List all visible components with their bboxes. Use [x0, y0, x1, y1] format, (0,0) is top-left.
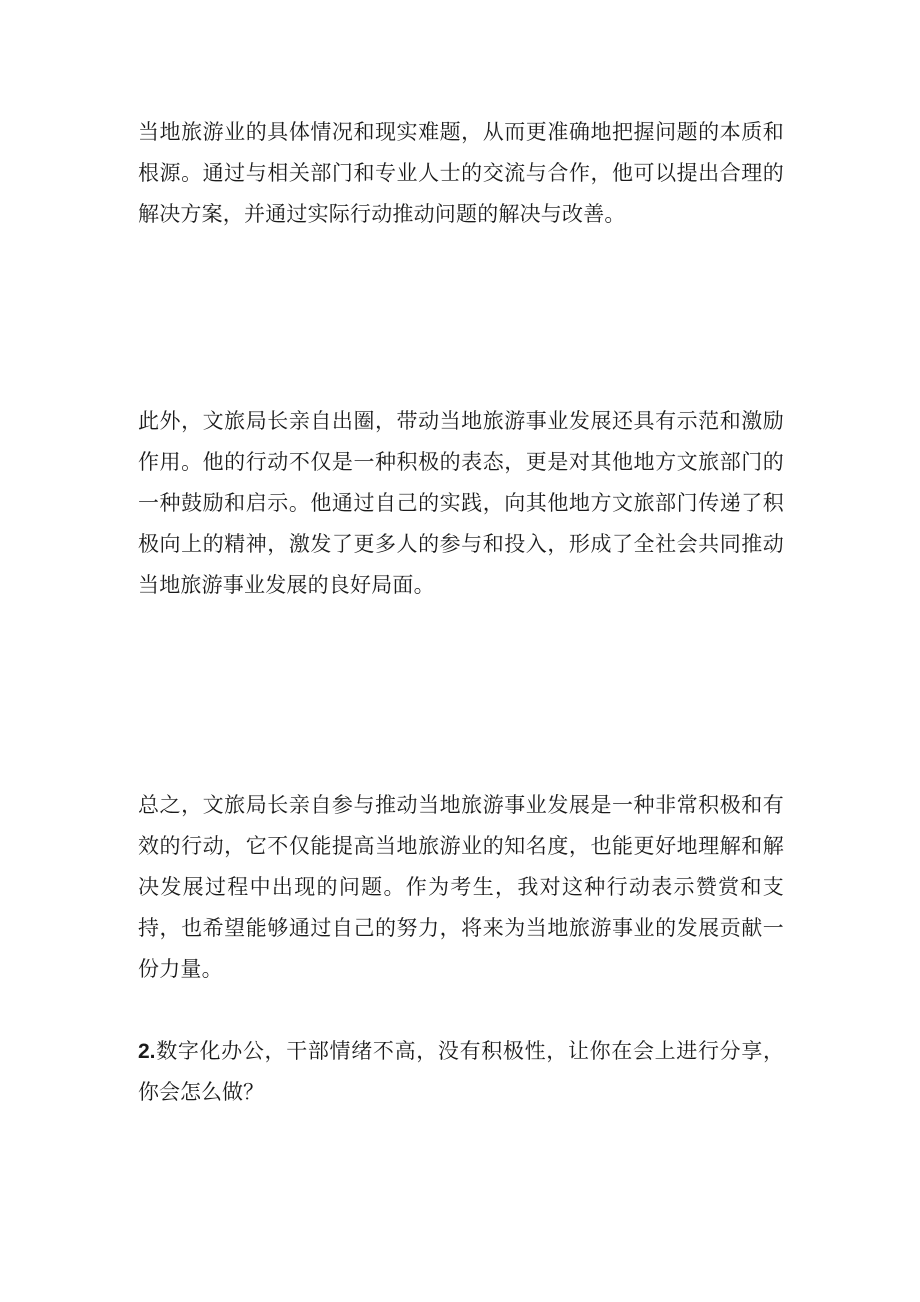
- question-number: 2.: [138, 1040, 156, 1063]
- paragraph-1: 当地旅游业的具体情况和现实难题，从而更准确地把握问题的本质和根源。通过与相关部门和专业人士的交流与合作，他可以提出合理的解决方案，并通过实际行动推动问题的解决与改善。: [138, 120, 784, 226]
- paragraph-2: 此外，文旅局长亲自出圈，带动当地旅游事业发展还具有示范和激励作用。他的行动不仅是一种积极的表态，更是对其他地方文旅部门的一种鼓励和启示。他通过自己的实践，向其他地方文旅部门传递了积极向上的精神，激发了更多人的参与和投入，形成了全社会共同推动当地旅游事业发展的良好局面。: [138, 409, 784, 597]
- question-text: 数字化办公，干部情绪不高，没有积极性，让你在会上进行分享，你会怎么做？: [138, 1039, 784, 1104]
- paragraph-3: 总之，文旅局长亲自参与推动当地旅游事业发展是一种非常积极和有效的行动，它不仅能提高当地旅游业的知名度，也能更好地理解和解决发展过程中出现的问题。作为考生，我对这种行动表示赞赏和支持，也希望能够通过自己的努力，将来为当地旅游事业的发展贡献一份力量。: [138, 793, 784, 981]
- question-2: [138, 1031, 784, 1113]
